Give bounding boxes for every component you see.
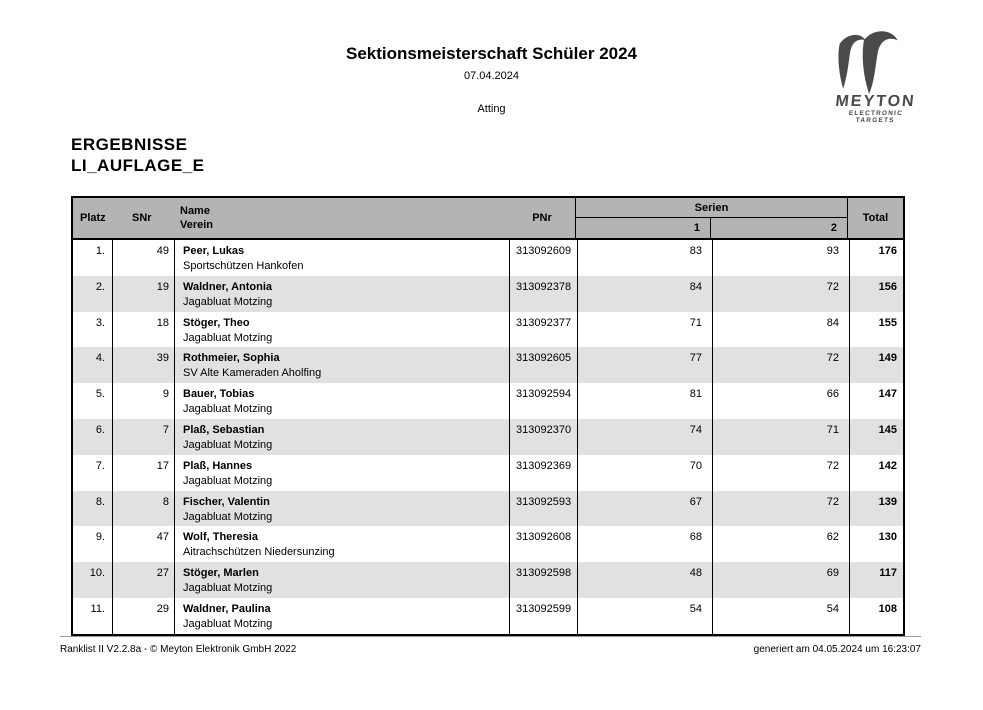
meyton-m-mark-icon [828, 30, 923, 94]
page-footer [60, 644, 921, 655]
cell-verein: Jagabluat Motzing [183, 438, 273, 451]
report-date: 07.04.2024 [463, 70, 520, 82]
cell-pnr: 313092608 [509, 526, 577, 562]
header-name: Name [180, 205, 210, 217]
cell-pnr: 313092369 [509, 455, 577, 491]
cell-snr: 17 [112, 455, 174, 491]
cell-platz: 7. [95, 459, 105, 472]
cell-name: Rothmeier, Sophia [183, 352, 280, 365]
cell-verein: Jagabluat Motzing [183, 510, 273, 523]
report-title: Sektionsmeisterschaft Schüler 2024 [345, 44, 638, 63]
cell-verein: Jagabluat Motzing [183, 331, 273, 344]
cell-pnr: 313092609 [509, 240, 577, 276]
header-platz: Platz [80, 212, 106, 224]
logo-wordmark: MEYTON [834, 93, 917, 110]
table-row [73, 562, 903, 598]
header-left-merged-cell [73, 198, 575, 238]
header-serien: Serien [575, 198, 847, 218]
header-pnr: PNr [532, 212, 552, 224]
cell-serie-1: 81 [577, 383, 712, 419]
cell-name: Stöger, Marlen [183, 567, 259, 580]
table-row [73, 491, 903, 527]
cell-snr: 8 [112, 491, 174, 527]
header-snr: SNr [132, 212, 152, 224]
cell-serie-1: 68 [577, 526, 712, 562]
cell-serie-1: 70 [577, 455, 712, 491]
cell-platz: 5. [95, 388, 105, 401]
footer-generated-timestamp: generiert am 04.05.2024 um 16:23:07 [753, 644, 921, 655]
table-row [73, 419, 903, 455]
cell-name: Plaß, Hannes [183, 459, 253, 472]
cell-name: Waldner, Paulina [183, 602, 271, 615]
cell-serie-2: 54 [712, 598, 849, 634]
section-title: ERGEBNISSE [71, 135, 188, 154]
cell-pnr: 313092599 [509, 598, 577, 634]
cell-name: Stöger, Theo [183, 316, 250, 329]
cell-snr: 47 [112, 526, 174, 562]
cell-verein: Jagabluat Motzing [183, 617, 273, 630]
cell-name: Wolf, Theresia [183, 531, 258, 544]
cell-serie-1: 83 [577, 240, 712, 276]
cell-platz: 9. [95, 531, 105, 544]
cell-snr: 49 [112, 240, 174, 276]
table-row [73, 276, 903, 312]
cell-name-verein [174, 598, 509, 634]
results-table [71, 196, 905, 636]
cell-serie-1: 84 [577, 276, 712, 312]
cell-platz: 4. [95, 352, 105, 365]
cell-snr: 19 [112, 276, 174, 312]
cell-serie-2: 69 [712, 562, 849, 598]
cell-name: Plaß, Sebastian [183, 423, 265, 436]
report-location: Atting [477, 103, 506, 115]
cell-serie-2: 72 [712, 491, 849, 527]
cell-name-verein [174, 383, 509, 419]
cell-name-verein [174, 455, 509, 491]
meyton-logo [828, 30, 923, 124]
cell-snr: 27 [112, 562, 174, 598]
cell-serie-2: 62 [712, 526, 849, 562]
cell-total: 142 [849, 455, 903, 491]
cell-pnr: 313092593 [509, 491, 577, 527]
table-row [73, 598, 903, 634]
cell-platz: 10. [89, 567, 105, 580]
logo-subtitle: ELECTRONIC TARGETS [848, 110, 904, 124]
cell-verein: Jagabluat Motzing [183, 582, 273, 595]
section-titles [71, 134, 205, 176]
table-row [73, 526, 903, 562]
cell-platz: 3. [95, 316, 105, 329]
cell-total: 147 [849, 383, 903, 419]
cell-serie-1: 54 [577, 598, 712, 634]
cell-total: 156 [849, 276, 903, 312]
cell-name-verein [174, 347, 509, 383]
cell-serie-2: 66 [712, 383, 849, 419]
table-body [73, 240, 903, 634]
cell-name-verein [174, 526, 509, 562]
header-name-verein [180, 204, 213, 232]
footer-divider [60, 636, 921, 637]
cell-serie-1: 48 [577, 562, 712, 598]
cell-serie-1: 77 [577, 347, 712, 383]
cell-snr: 7 [112, 419, 174, 455]
table-row [73, 240, 903, 276]
cell-pnr: 313092378 [509, 276, 577, 312]
cell-total: 139 [849, 491, 903, 527]
cell-total: 145 [849, 419, 903, 455]
cell-verein: Jagabluat Motzing [183, 403, 273, 416]
cell-verein: Sportschützen Hankofen [183, 260, 304, 272]
header-verein: Verein [180, 219, 214, 231]
cell-pnr: 313092605 [509, 347, 577, 383]
cell-snr: 18 [112, 312, 174, 348]
cell-total: 108 [849, 598, 903, 634]
table-row [73, 347, 903, 383]
cell-total: 155 [849, 312, 903, 348]
cell-name-verein [174, 562, 509, 598]
cell-platz: 6. [95, 423, 105, 436]
cell-serie-1: 71 [577, 312, 712, 348]
cell-verein: Aitrachschützen Niedersunzing [183, 546, 335, 559]
cell-pnr: 313092370 [509, 419, 577, 455]
cell-name: Bauer, Tobias [183, 388, 255, 401]
cell-snr: 9 [112, 383, 174, 419]
cell-name-verein [174, 419, 509, 455]
cell-name: Waldner, Antonia [183, 280, 273, 293]
table-row [73, 455, 903, 491]
cell-name-verein [174, 276, 509, 312]
cell-verein: Jagabluat Motzing [183, 295, 273, 308]
cell-verein: Jagabluat Motzing [183, 474, 273, 487]
cell-name: Peer, Lukas [183, 245, 245, 257]
cell-total: 117 [849, 562, 903, 598]
cell-snr: 39 [112, 347, 174, 383]
cell-total: 149 [849, 347, 903, 383]
cell-serie-2: 72 [712, 455, 849, 491]
cell-pnr: 313092594 [509, 383, 577, 419]
cell-serie-1: 67 [577, 491, 712, 527]
cell-name: Fischer, Valentin [183, 495, 270, 508]
cell-snr: 29 [112, 598, 174, 634]
cell-pnr: 313092377 [509, 312, 577, 348]
cell-serie-2: 72 [712, 276, 849, 312]
cell-serie-2: 93 [712, 240, 849, 276]
footer-version: Ranklist II V2.2.8a - © Meyton Elektronik GmbH 2022 [60, 644, 297, 655]
table-row [73, 312, 903, 348]
cell-name-verein [174, 240, 509, 276]
cell-serie-1: 74 [577, 419, 712, 455]
header-serie-2: 2 [710, 218, 847, 238]
cell-serie-2: 72 [712, 347, 849, 383]
cell-platz: 1. [95, 245, 105, 257]
cell-name-verein [174, 312, 509, 348]
cell-serie-2: 84 [712, 312, 849, 348]
cell-pnr: 313092598 [509, 562, 577, 598]
discipline-title: LI_AUFLAGE_E [71, 156, 205, 175]
cell-name-verein [174, 491, 509, 527]
header-serie-1: 1 [575, 218, 710, 238]
header-total: Total [847, 198, 903, 238]
cell-platz: 11. [90, 602, 105, 615]
cell-verein: SV Alte Kameraden Aholfing [183, 367, 322, 380]
cell-total: 130 [849, 526, 903, 562]
cell-serie-2: 71 [712, 419, 849, 455]
cell-platz: 2. [95, 280, 105, 293]
table-header [73, 198, 903, 240]
cell-total: 176 [849, 240, 903, 276]
cell-platz: 8. [95, 495, 105, 508]
table-row [73, 383, 903, 419]
